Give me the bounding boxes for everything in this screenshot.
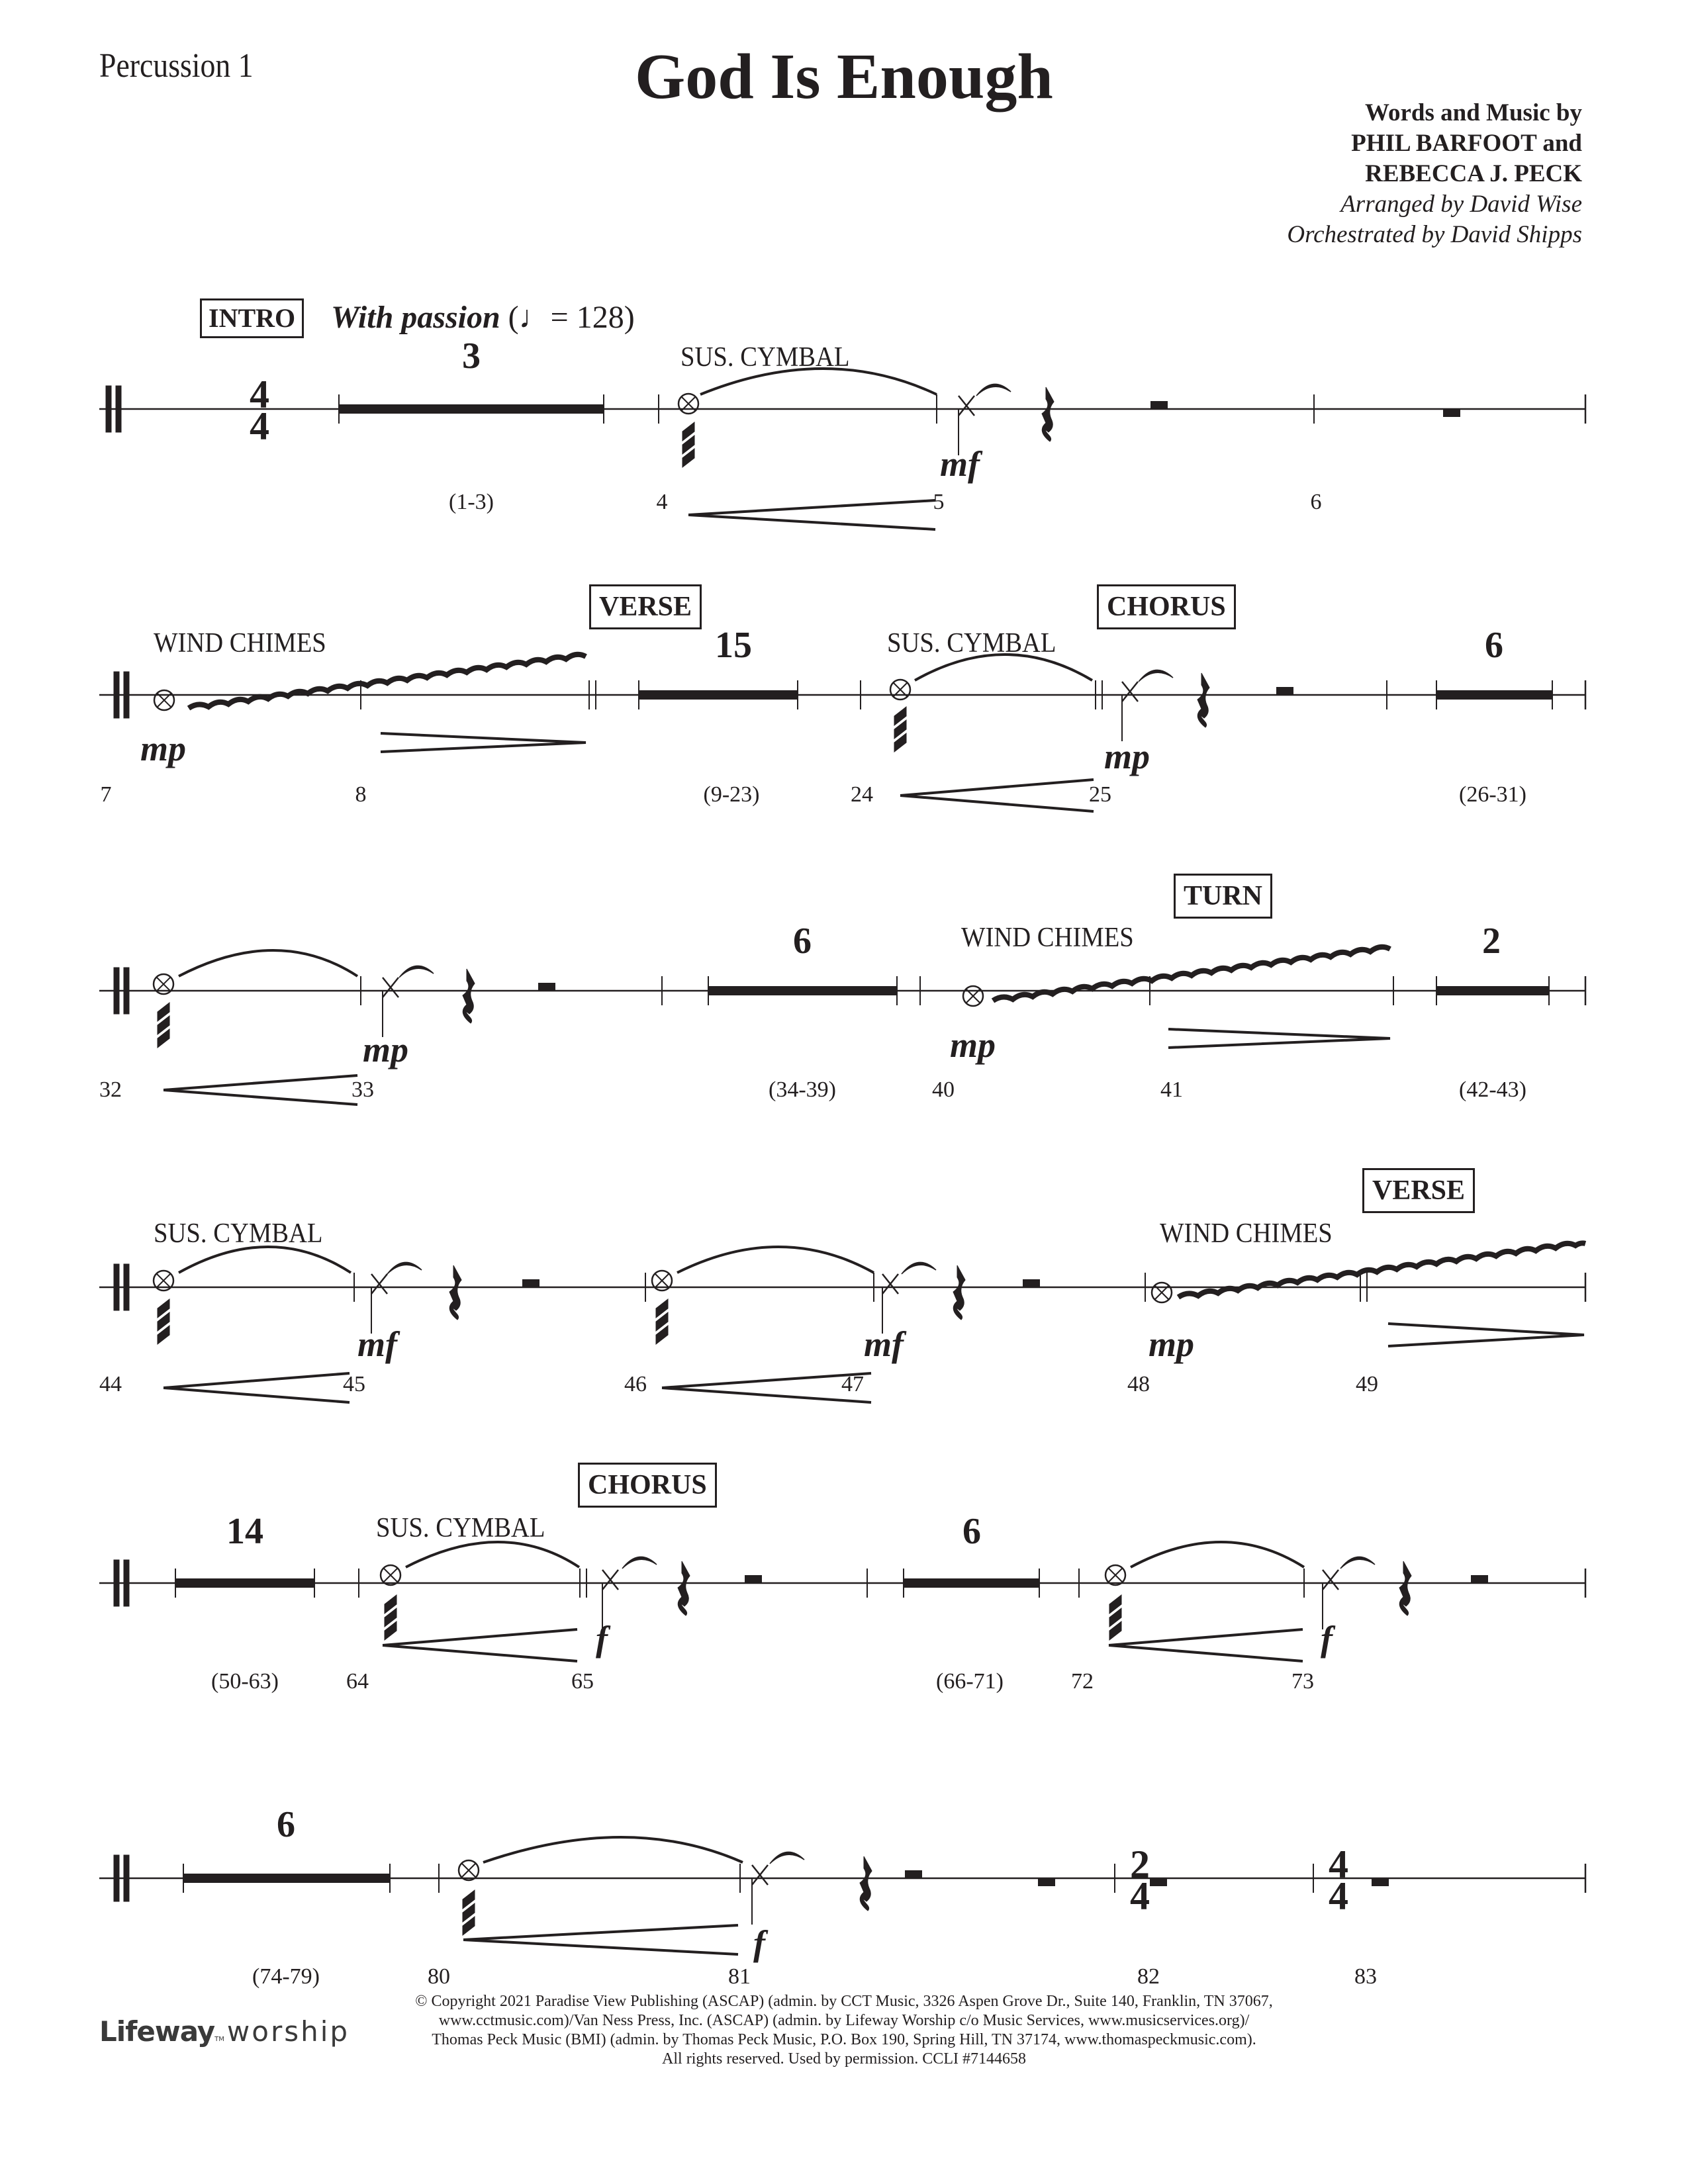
measure-number: 73 [1291, 1669, 1314, 1694]
multirest-range: (74-79) [252, 1964, 320, 1989]
composer-line-2: REBECCA J. PECK [1365, 160, 1582, 187]
instrument-label: SUS. CYMBAL [376, 1513, 545, 1543]
part-name: Percussion 1 [99, 47, 254, 85]
arranger-credit: Arranged by David Wise [1340, 191, 1582, 218]
time-sig-bottom: 4 [250, 404, 269, 448]
rehearsal-mark-chorus: CHORUS [1097, 584, 1236, 629]
measure-number: 44 [99, 1372, 122, 1396]
time-sig-bottom: 4 [1130, 1874, 1150, 1918]
instrument-label: SUS. CYMBAL [680, 342, 850, 373]
time-signature-4-4 [1329, 1843, 1348, 1918]
measure-number: 24 [851, 782, 873, 807]
measure-number: 65 [571, 1669, 594, 1694]
orchestrator-credit: Orchestrated by David Shipps [1287, 221, 1582, 248]
rehearsal-mark-chorus: CHORUS [578, 1463, 717, 1508]
dynamic-mark: mf [357, 1324, 397, 1364]
measure-number: 80 [428, 1964, 450, 1989]
time-sig-bottom: 4 [1329, 1874, 1348, 1918]
song-title: God Is Enough [635, 41, 1053, 113]
time-signature-2-4 [1130, 1843, 1150, 1918]
copyright-line: www.cctmusic.com)/Van Ness Press, Inc. (ASCAP) (admin. by Lifeway Worship c/o Music Services, www.musicservices.org)/ [438, 2012, 1250, 2029]
time-signature-initial [250, 373, 269, 448]
dynamic-mark: f [1321, 1619, 1333, 1659]
multirest-count: 6 [962, 1511, 981, 1552]
multirest-range: (34-39) [769, 1077, 836, 1102]
measure-number: 81 [728, 1964, 751, 1989]
logo-trademark: TM [214, 2036, 224, 2043]
instrument-label: WIND CHIMES [1160, 1218, 1333, 1249]
system-3 [99, 947, 1585, 1105]
time-sig-top: 2 [1130, 1843, 1150, 1886]
tempo-close-paren: ) [624, 300, 635, 335]
multirest-count: 6 [793, 921, 812, 962]
measure-number: 7 [100, 782, 112, 807]
dynamic-mark: mf [940, 444, 980, 484]
system-5 [99, 1542, 1585, 1661]
dynamic-mark: mf [864, 1324, 904, 1364]
dynamic-mark: f [753, 1923, 765, 1963]
multirest-count: 2 [1482, 921, 1501, 962]
dynamic-mark: mp [363, 1030, 409, 1069]
instrument-label: WIND CHIMES [961, 923, 1134, 953]
measure-number: 5 [933, 490, 945, 514]
measure-number: 45 [343, 1372, 365, 1396]
logo-suffix: worship [226, 2015, 350, 2048]
logo-brand: Lifeway [99, 2015, 215, 2048]
multirest-count: 3 [462, 336, 481, 377]
measure-number: 25 [1089, 782, 1111, 807]
quarter-note-icon: ♩ [518, 300, 551, 335]
multirest-count: 14 [226, 1511, 263, 1552]
time-sig-top: 4 [250, 373, 269, 416]
measure-number: 46 [624, 1372, 647, 1396]
measure-number: 47 [841, 1372, 864, 1396]
dynamic-mark: mp [140, 729, 187, 768]
rehearsal-mark-verse: VERSE [1362, 1168, 1475, 1213]
measure-number: 33 [352, 1077, 374, 1102]
multirest-range: (42-43) [1459, 1077, 1526, 1102]
measure-number: 41 [1160, 1077, 1183, 1102]
measure-number: 49 [1356, 1372, 1378, 1396]
measure-number: 82 [1137, 1964, 1160, 1989]
copyright-line: © Copyright 2021 Paradise View Publishing (ASCAP) (admin. by CCT Music, 3326 Aspen Grove Dr., Suite 140, Franklin, TN 37067, [415, 1993, 1273, 2010]
copyright-line: Thomas Peck Music (BMI) (admin. by Thomas Peck Music, P.O. Box 190, Spring Hill, TN 37174, www.thomaspeckmusic.com). [432, 2031, 1256, 2048]
multirest-range: (50-63) [211, 1669, 279, 1694]
time-sig-top: 4 [1329, 1843, 1348, 1886]
instrument-label: SUS. CYMBAL [887, 628, 1056, 659]
multirest-range: (26-31) [1459, 782, 1526, 807]
instrument-label: SUS. CYMBAL [154, 1218, 323, 1249]
multirest-range: (1-3) [449, 490, 494, 514]
dynamic-mark: mp [1149, 1324, 1195, 1364]
instrument-label: WIND CHIMES [154, 628, 326, 659]
measure-number: 64 [346, 1669, 369, 1694]
tempo-marking [331, 299, 635, 336]
words-music-label: Words and Music by [1365, 99, 1582, 126]
composer-line-1: PHIL BARFOOT and [1351, 130, 1582, 157]
system-6 [99, 1837, 1585, 1954]
measure-number: 72 [1071, 1669, 1094, 1694]
measure-number: 48 [1127, 1372, 1150, 1396]
measure-number: 83 [1354, 1964, 1377, 1989]
multirest-count: 15 [715, 625, 752, 666]
multirest-range: (9-23) [703, 782, 760, 807]
copyright-line: All rights reserved. Used by permission. CCLI #7144658 [662, 2050, 1026, 2068]
system-2 [99, 655, 1585, 811]
rehearsal-mark-turn: TURN [1174, 874, 1272, 919]
multirest-count: 6 [1485, 625, 1503, 666]
measure-number: 40 [932, 1077, 955, 1102]
tempo-open-paren: ( [508, 300, 519, 335]
multirest-count: 6 [277, 1804, 295, 1845]
dynamic-mark: mp [1104, 737, 1150, 776]
dynamic-mark: f [596, 1619, 608, 1659]
rehearsal-mark-intro: INTRO [200, 298, 304, 338]
multirest-range: (66-71) [936, 1669, 1004, 1694]
measure-number: 32 [99, 1077, 122, 1102]
system-1 [99, 369, 1585, 529]
dynamic-mark: mp [950, 1025, 996, 1065]
tempo-bpm: = 128 [550, 300, 624, 335]
publisher-logo [99, 2015, 350, 2048]
tempo-text: With passion [331, 300, 500, 335]
rehearsal-mark-verse: VERSE [589, 584, 702, 629]
measure-number: 4 [656, 490, 668, 514]
measure-number: 8 [355, 782, 367, 807]
measure-number: 6 [1310, 490, 1322, 514]
